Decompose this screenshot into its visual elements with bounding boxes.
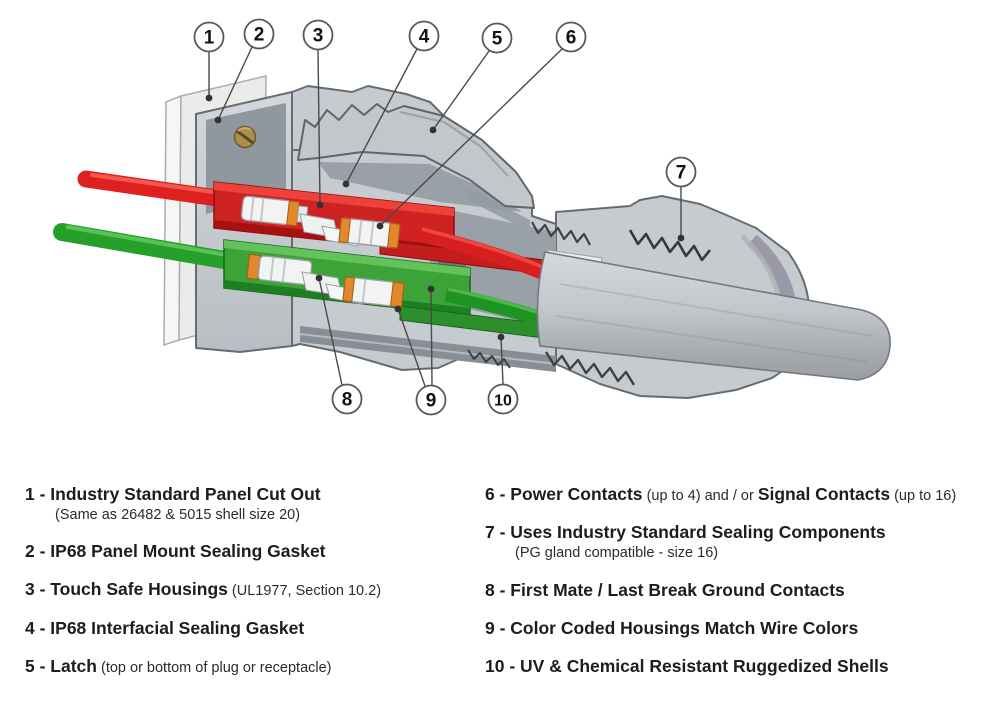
callout-number-4: 4 bbox=[418, 26, 430, 48]
callout-number-5: 5 bbox=[491, 28, 503, 50]
legend-item-9-text: 9 - Color Coded Housings Match Wire Colors bbox=[485, 617, 859, 638]
legend-item-3 bbox=[25, 579, 470, 600]
callout-number-7: 7 bbox=[675, 162, 687, 184]
callout-number-3: 3 bbox=[312, 25, 324, 47]
leader-dot bbox=[430, 127, 437, 134]
legend-item-7-subtext: (PG gland compatible - size 16) bbox=[515, 545, 719, 562]
legend-item-3-text: 3 - Touch Safe Housings (UL1977, Section 10.2) bbox=[25, 579, 382, 600]
legend-item-10 bbox=[485, 656, 990, 677]
callout-number-10: 10 bbox=[494, 392, 512, 410]
leader-dot bbox=[206, 95, 213, 102]
leader-dot bbox=[317, 202, 324, 209]
callout-number-8: 8 bbox=[341, 389, 353, 411]
callout-number-1: 1 bbox=[203, 27, 215, 49]
leader-dot bbox=[343, 181, 350, 188]
leader-dot bbox=[316, 275, 323, 282]
legend-item-2-text: 2 - IP68 Panel Mount Sealing Gasket bbox=[25, 541, 326, 562]
legend-item-6-text: 6 - Power Contacts (up to 4) and / or Signal Contacts (up to 16) bbox=[485, 484, 957, 504]
legend-item-8-text: 8 - First Mate / Last Break Ground Contacts bbox=[485, 579, 845, 600]
legend bbox=[0, 470, 1000, 707]
leader-dot bbox=[498, 334, 505, 341]
leader-dot bbox=[215, 117, 222, 124]
leader-dot bbox=[678, 235, 685, 242]
leader-line bbox=[431, 289, 432, 385]
legend-item-1-subtext: (Same as 26482 & 5015 shell size 20) bbox=[55, 507, 301, 523]
callout-number-9: 9 bbox=[425, 390, 437, 412]
legend-item-7-text: 7 - Uses Industry Standard Sealing Components bbox=[485, 522, 886, 543]
leader-line bbox=[433, 51, 489, 130]
legend-item-2 bbox=[25, 541, 470, 562]
leader-dot bbox=[377, 223, 384, 230]
legend-item-10-text: 10 - UV & Chemical Resistant Ruggedized Shells bbox=[485, 655, 889, 676]
callout-5 bbox=[430, 24, 512, 134]
legend-item-8 bbox=[485, 580, 990, 601]
legend-item-6 bbox=[485, 484, 990, 505]
legend-item-4-text: 4 - IP68 Interfacial Sealing Gasket bbox=[25, 617, 305, 638]
legend-item-7 bbox=[485, 522, 990, 562]
callout-number-2: 2 bbox=[253, 24, 265, 46]
legend-item-4 bbox=[25, 618, 470, 639]
panel-screw bbox=[235, 127, 256, 148]
callout-number-6: 6 bbox=[565, 27, 577, 49]
legend-item-1-text: 1 - Industry Standard Panel Cut Out bbox=[25, 484, 321, 504]
legend-item-5 bbox=[25, 656, 470, 677]
leader-dot bbox=[395, 306, 402, 313]
legend-item-9 bbox=[485, 618, 990, 639]
legend-item-5-text: 5 - Latch (top or bottom of plug or receptacle) bbox=[25, 655, 332, 676]
legend-column-left bbox=[25, 484, 470, 694]
legend-item-1 bbox=[25, 484, 470, 524]
leader-dot bbox=[428, 286, 435, 293]
legend-column-right bbox=[485, 484, 990, 694]
